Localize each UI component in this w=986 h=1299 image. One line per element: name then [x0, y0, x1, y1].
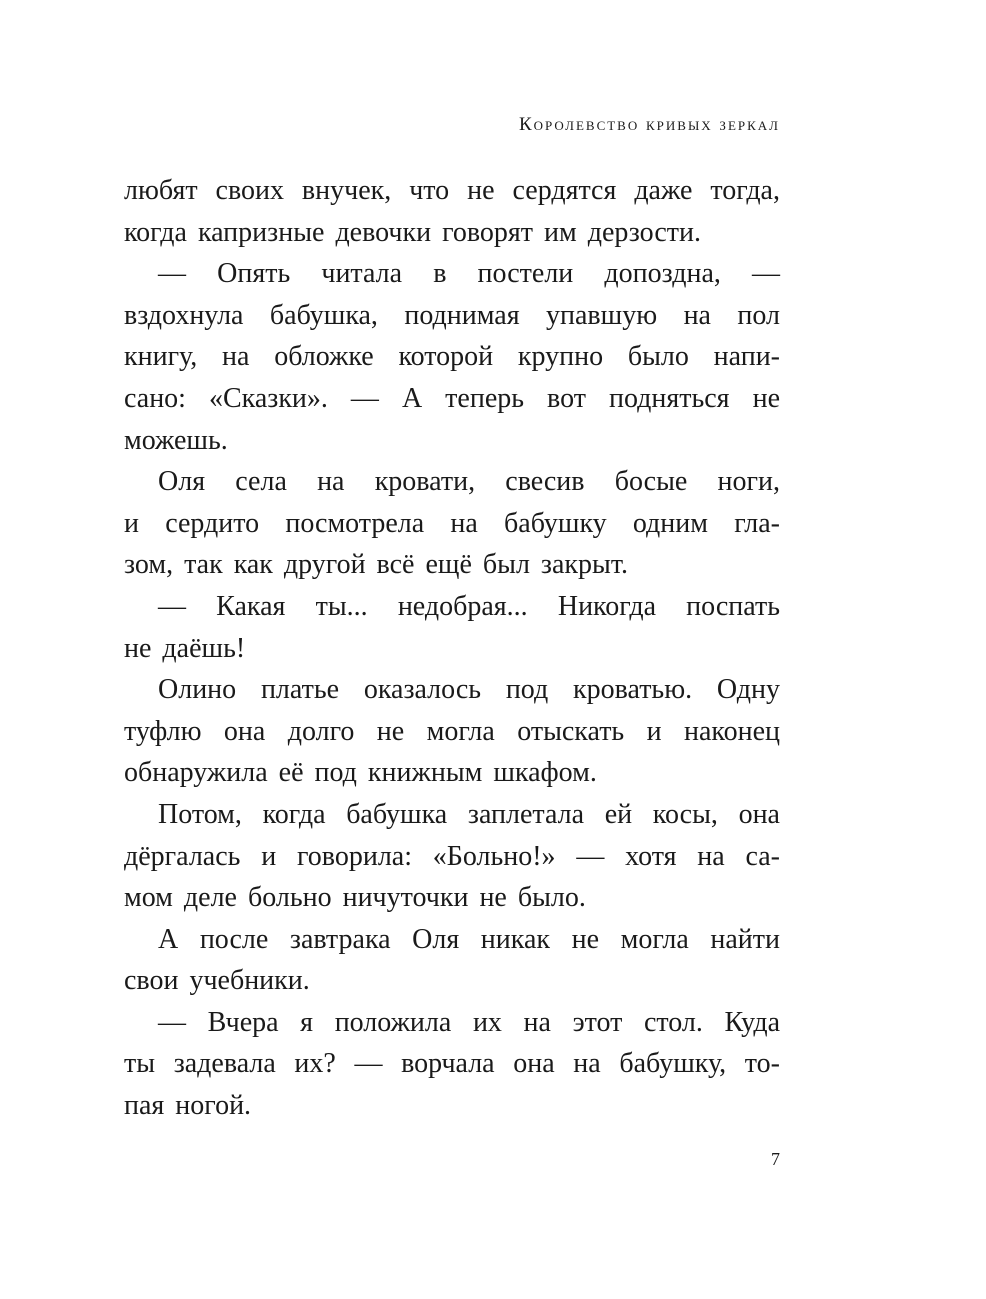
text-line: дёргалась и говорила: «Больно!» — хотя на са-: [124, 840, 780, 872]
text-line: можешь.: [124, 424, 228, 456]
text-line: обнаружила её под книжным шкафом.: [124, 757, 597, 789]
text-line: вздохнула бабушка, поднимая упавшую на пол: [124, 299, 780, 331]
text-line: — Какая ты... недобрая... Никогда поспать: [158, 590, 780, 622]
text-line: Оля села на кровати, свесив босые ноги,: [158, 466, 780, 498]
text-line: туфлю она долго не могла отыскать и наконец: [124, 715, 780, 747]
text-line: — Вчера я положила их на этот стол. Куда: [158, 1006, 780, 1038]
running-head: Королевство кривых зеркал: [518, 114, 780, 135]
text-line: пая ногой.: [124, 1090, 252, 1122]
text-line: мом деле больно ничуточки не было.: [124, 882, 586, 914]
body-text: [124, 170, 780, 1127]
text-line: книгу, на обложке которой крупно было напи-: [124, 341, 780, 373]
text-line: зом, так как другой всё ещё был закрыт.: [124, 549, 628, 581]
text-line: сано: «Сказки». — А теперь вот подняться не: [124, 382, 780, 414]
text-line: А после завтрака Оля никак не могла найти: [158, 923, 780, 955]
text-line: ты задевала их? — ворчала она на бабушку, то-: [124, 1048, 780, 1080]
text-line: не даёшь!: [124, 632, 246, 664]
text-line: и сердито посмотрела на бабушку одним гла-: [124, 507, 780, 539]
text-line: — Опять читала в постели допоздна, —: [158, 258, 780, 290]
text-line: свои учебники.: [124, 965, 310, 997]
text-line: любят своих внучек, что не сердятся даже тогда,: [124, 175, 780, 206]
text-line: Потом, когда бабушка заплетала ей косы, она: [158, 798, 780, 830]
text-line: Олино платье оказалось под кроватью. Одну: [158, 674, 780, 706]
page-number: 7: [771, 1149, 780, 1169]
text-line: когда капризные девочки говорят им дерзости.: [124, 216, 701, 248]
